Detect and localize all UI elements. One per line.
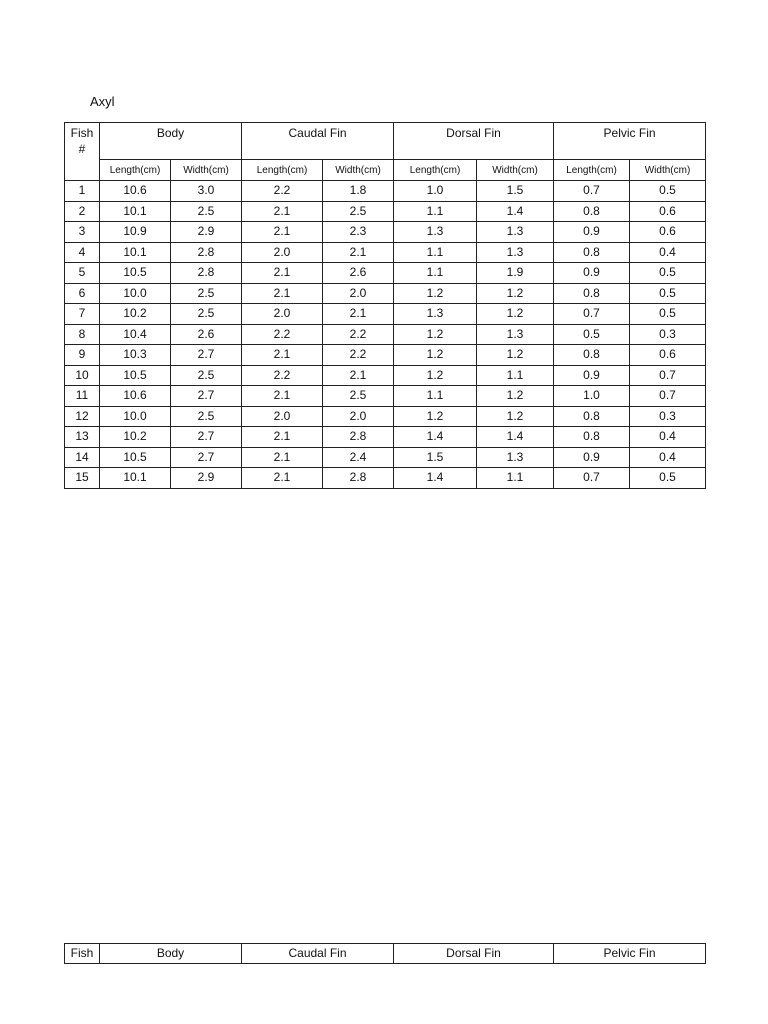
fish-number-cell: 7 xyxy=(65,304,100,325)
fish-number-cell: 9 xyxy=(65,345,100,366)
measurement-cell: 0.9 xyxy=(554,263,630,284)
fish-number-header xyxy=(65,123,100,181)
fish-number-cell: 5 xyxy=(65,263,100,284)
measurement-cell: 2.2 xyxy=(323,345,394,366)
table-row xyxy=(65,181,706,202)
subheader-pelvic-length: Length(cm) xyxy=(554,160,630,181)
measurement-cell: 1.4 xyxy=(477,427,554,448)
measurement-cell: 1.4 xyxy=(394,427,477,448)
measurement-cell: 10.6 xyxy=(100,181,171,202)
measurement-cell: 2.1 xyxy=(242,263,323,284)
measurement-cell: 0.5 xyxy=(630,181,706,202)
table-row xyxy=(65,427,706,448)
measurement-cell: 0.5 xyxy=(630,283,706,304)
measurement-cell: 0.4 xyxy=(630,242,706,263)
measurement-cell: 2.0 xyxy=(242,242,323,263)
measurement-cell: 10.9 xyxy=(100,222,171,243)
measurement-cell: 1.0 xyxy=(394,181,477,202)
measurement-cell: 10.4 xyxy=(100,324,171,345)
measurement-cell: 2.0 xyxy=(242,304,323,325)
table-row xyxy=(65,242,706,263)
second-fish-header: Fish xyxy=(65,944,100,964)
table-row xyxy=(65,447,706,468)
measurement-cell: 2.7 xyxy=(171,345,242,366)
fish-number-cell: 2 xyxy=(65,201,100,222)
measurement-cell: 2.0 xyxy=(323,283,394,304)
subheader-caudal-length: Length(cm) xyxy=(242,160,323,181)
table-row xyxy=(65,345,706,366)
measurement-cell: 10.0 xyxy=(100,406,171,427)
fish-number-cell: 1 xyxy=(65,181,100,202)
measurement-cell: 2.1 xyxy=(323,242,394,263)
measurement-cell: 2.1 xyxy=(242,386,323,407)
measurement-cell: 2.7 xyxy=(171,427,242,448)
table-row xyxy=(65,365,706,386)
measurement-cell: 10.1 xyxy=(100,201,171,222)
measurement-cell: 1.1 xyxy=(477,365,554,386)
measurement-cell: 1.8 xyxy=(323,181,394,202)
table-row xyxy=(65,324,706,345)
measurement-cell: 0.8 xyxy=(554,406,630,427)
measurement-cell: 1.2 xyxy=(394,406,477,427)
fish-number-cell: 12 xyxy=(65,406,100,427)
measurement-cell: 1.3 xyxy=(477,222,554,243)
measurement-cell: 0.4 xyxy=(630,447,706,468)
measurement-cell: 1.2 xyxy=(477,386,554,407)
measurement-cell: 2.7 xyxy=(171,386,242,407)
measurement-cell: 0.3 xyxy=(630,324,706,345)
measurement-cell: 2.8 xyxy=(323,468,394,489)
measurement-cell: 2.5 xyxy=(171,304,242,325)
measurement-cell: 2.1 xyxy=(242,427,323,448)
subheader-row xyxy=(65,160,706,181)
measurement-cell: 2.1 xyxy=(242,468,323,489)
measurement-cell: 3.0 xyxy=(171,181,242,202)
measurement-cell: 0.5 xyxy=(554,324,630,345)
measurement-cell: 1.4 xyxy=(394,468,477,489)
subheader-body-length: Length(cm) xyxy=(100,160,171,181)
measurement-cell: 0.3 xyxy=(630,406,706,427)
measurement-cell: 0.6 xyxy=(630,201,706,222)
second-table-header xyxy=(64,943,706,964)
measurement-cell: 2.1 xyxy=(242,283,323,304)
group-header-row xyxy=(65,123,706,160)
group-header-dorsal-fin: Dorsal Fin xyxy=(394,123,554,160)
measurement-cell: 2.7 xyxy=(171,447,242,468)
measurement-cell: 10.1 xyxy=(100,468,171,489)
measurement-cell: 2.5 xyxy=(171,201,242,222)
table-row xyxy=(65,201,706,222)
measurement-cell: 1.4 xyxy=(477,201,554,222)
second-group-header-body: Body xyxy=(100,944,242,964)
measurement-cell: 2.3 xyxy=(323,222,394,243)
subheader-caudal-width: Width(cm) xyxy=(323,160,394,181)
measurement-cell: 0.8 xyxy=(554,242,630,263)
measurement-cell: 1.5 xyxy=(477,181,554,202)
group-header-pelvic-fin: Pelvic Fin xyxy=(554,123,706,160)
document-title: Axyl xyxy=(90,94,115,109)
measurement-cell: 2.1 xyxy=(242,345,323,366)
measurement-cell: 2.5 xyxy=(171,406,242,427)
subheader-body-width: Width(cm) xyxy=(171,160,242,181)
measurement-cell: 10.5 xyxy=(100,263,171,284)
measurement-cell: 0.9 xyxy=(554,222,630,243)
table-row xyxy=(65,406,706,427)
measurement-cell: 1.2 xyxy=(394,365,477,386)
fish-number-cell: 11 xyxy=(65,386,100,407)
measurement-cell: 2.6 xyxy=(171,324,242,345)
measurement-cell: 2.1 xyxy=(242,447,323,468)
measurement-cell: 2.1 xyxy=(323,304,394,325)
measurement-cell: 2.6 xyxy=(323,263,394,284)
second-group-header-caudal-fin: Caudal Fin xyxy=(242,944,394,964)
measurement-cell: 10.5 xyxy=(100,447,171,468)
measurement-cell: 1.9 xyxy=(477,263,554,284)
fish-number-cell: 4 xyxy=(65,242,100,263)
group-header-caudal-fin: Caudal Fin xyxy=(242,123,394,160)
measurement-cell: 0.4 xyxy=(630,427,706,448)
measurement-cell: 10.6 xyxy=(100,386,171,407)
measurement-cell: 1.1 xyxy=(394,242,477,263)
second-group-header-pelvic-fin: Pelvic Fin xyxy=(554,944,706,964)
measurement-cell: 1.2 xyxy=(477,406,554,427)
subheader-pelvic-width: Width(cm) xyxy=(630,160,706,181)
second-table-header-row xyxy=(65,944,706,964)
measurement-cell: 2.5 xyxy=(171,283,242,304)
fish-number-cell: 13 xyxy=(65,427,100,448)
subheader-dorsal-width: Width(cm) xyxy=(477,160,554,181)
fish-header-line2: # xyxy=(78,142,86,156)
measurement-cell: 2.9 xyxy=(171,468,242,489)
measurement-cell: 1.3 xyxy=(477,447,554,468)
measurement-cell: 2.8 xyxy=(171,263,242,284)
measurement-cell: 0.5 xyxy=(630,304,706,325)
measurement-cell: 1.3 xyxy=(477,324,554,345)
measurement-cell: 0.8 xyxy=(554,201,630,222)
measurement-cell: 0.7 xyxy=(554,468,630,489)
measurement-cell: 1.2 xyxy=(477,283,554,304)
measurement-cell: 0.8 xyxy=(554,427,630,448)
measurement-cell: 0.9 xyxy=(554,365,630,386)
measurement-cell: 1.2 xyxy=(477,304,554,325)
measurement-cell: 2.8 xyxy=(171,242,242,263)
fish-measurements-table xyxy=(64,122,706,489)
fish-number-cell: 6 xyxy=(65,283,100,304)
measurement-cell: 2.4 xyxy=(323,447,394,468)
measurement-cell: 0.7 xyxy=(630,386,706,407)
measurement-cell: 1.0 xyxy=(554,386,630,407)
table-row xyxy=(65,386,706,407)
measurement-cell: 2.2 xyxy=(242,181,323,202)
measurement-cell: 1.2 xyxy=(394,324,477,345)
measurement-cell: 10.2 xyxy=(100,427,171,448)
measurement-cell: 1.2 xyxy=(394,283,477,304)
measurement-cell: 2.1 xyxy=(242,201,323,222)
fish-number-cell: 14 xyxy=(65,447,100,468)
group-header-body: Body xyxy=(100,123,242,160)
measurement-cell: 2.0 xyxy=(242,406,323,427)
measurement-cell: 0.6 xyxy=(630,345,706,366)
fish-number-cell: 8 xyxy=(65,324,100,345)
measurement-cell: 10.5 xyxy=(100,365,171,386)
measurement-cell: 2.1 xyxy=(323,365,394,386)
fish-number-cell: 15 xyxy=(65,468,100,489)
table-row xyxy=(65,263,706,284)
measurement-cell: 2.8 xyxy=(323,427,394,448)
measurement-cell: 1.1 xyxy=(394,263,477,284)
measurement-cell: 0.7 xyxy=(554,304,630,325)
table-row xyxy=(65,222,706,243)
measurement-cell: 1.2 xyxy=(394,345,477,366)
measurement-cell: 1.5 xyxy=(394,447,477,468)
measurement-cell: 2.2 xyxy=(323,324,394,345)
table-body xyxy=(65,181,706,489)
measurement-cell: 0.8 xyxy=(554,345,630,366)
measurement-cell: 1.3 xyxy=(394,222,477,243)
measurement-cell: 10.1 xyxy=(100,242,171,263)
measurement-cell: 0.5 xyxy=(630,468,706,489)
measurement-cell: 10.2 xyxy=(100,304,171,325)
measurement-cell: 2.0 xyxy=(323,406,394,427)
measurement-cell: 2.2 xyxy=(242,365,323,386)
table-row xyxy=(65,468,706,489)
measurement-cell: 1.1 xyxy=(394,201,477,222)
subheader-dorsal-length: Length(cm) xyxy=(394,160,477,181)
measurement-cell: 1.1 xyxy=(394,386,477,407)
measurement-cell: 10.0 xyxy=(100,283,171,304)
measurement-cell: 2.5 xyxy=(323,201,394,222)
fish-number-cell: 10 xyxy=(65,365,100,386)
fish-number-cell: 3 xyxy=(65,222,100,243)
measurement-cell: 0.9 xyxy=(554,447,630,468)
second-group-header-dorsal-fin: Dorsal Fin xyxy=(394,944,554,964)
measurement-cell: 0.5 xyxy=(630,263,706,284)
table-row xyxy=(65,304,706,325)
measurement-cell: 1.3 xyxy=(394,304,477,325)
measurement-cell: 1.2 xyxy=(477,345,554,366)
measurement-cell: 2.2 xyxy=(242,324,323,345)
measurement-cell: 0.7 xyxy=(630,365,706,386)
table-row xyxy=(65,283,706,304)
measurement-cell: 2.9 xyxy=(171,222,242,243)
fish-header-line1: Fish xyxy=(70,126,94,140)
measurement-cell: 0.8 xyxy=(554,283,630,304)
measurement-cell: 1.1 xyxy=(477,468,554,489)
measurement-cell: 1.3 xyxy=(477,242,554,263)
measurement-cell: 10.3 xyxy=(100,345,171,366)
measurement-cell: 0.6 xyxy=(630,222,706,243)
measurement-cell: 2.1 xyxy=(242,222,323,243)
measurement-cell: 2.5 xyxy=(171,365,242,386)
measurement-cell: 0.7 xyxy=(554,181,630,202)
measurement-cell: 2.5 xyxy=(323,386,394,407)
